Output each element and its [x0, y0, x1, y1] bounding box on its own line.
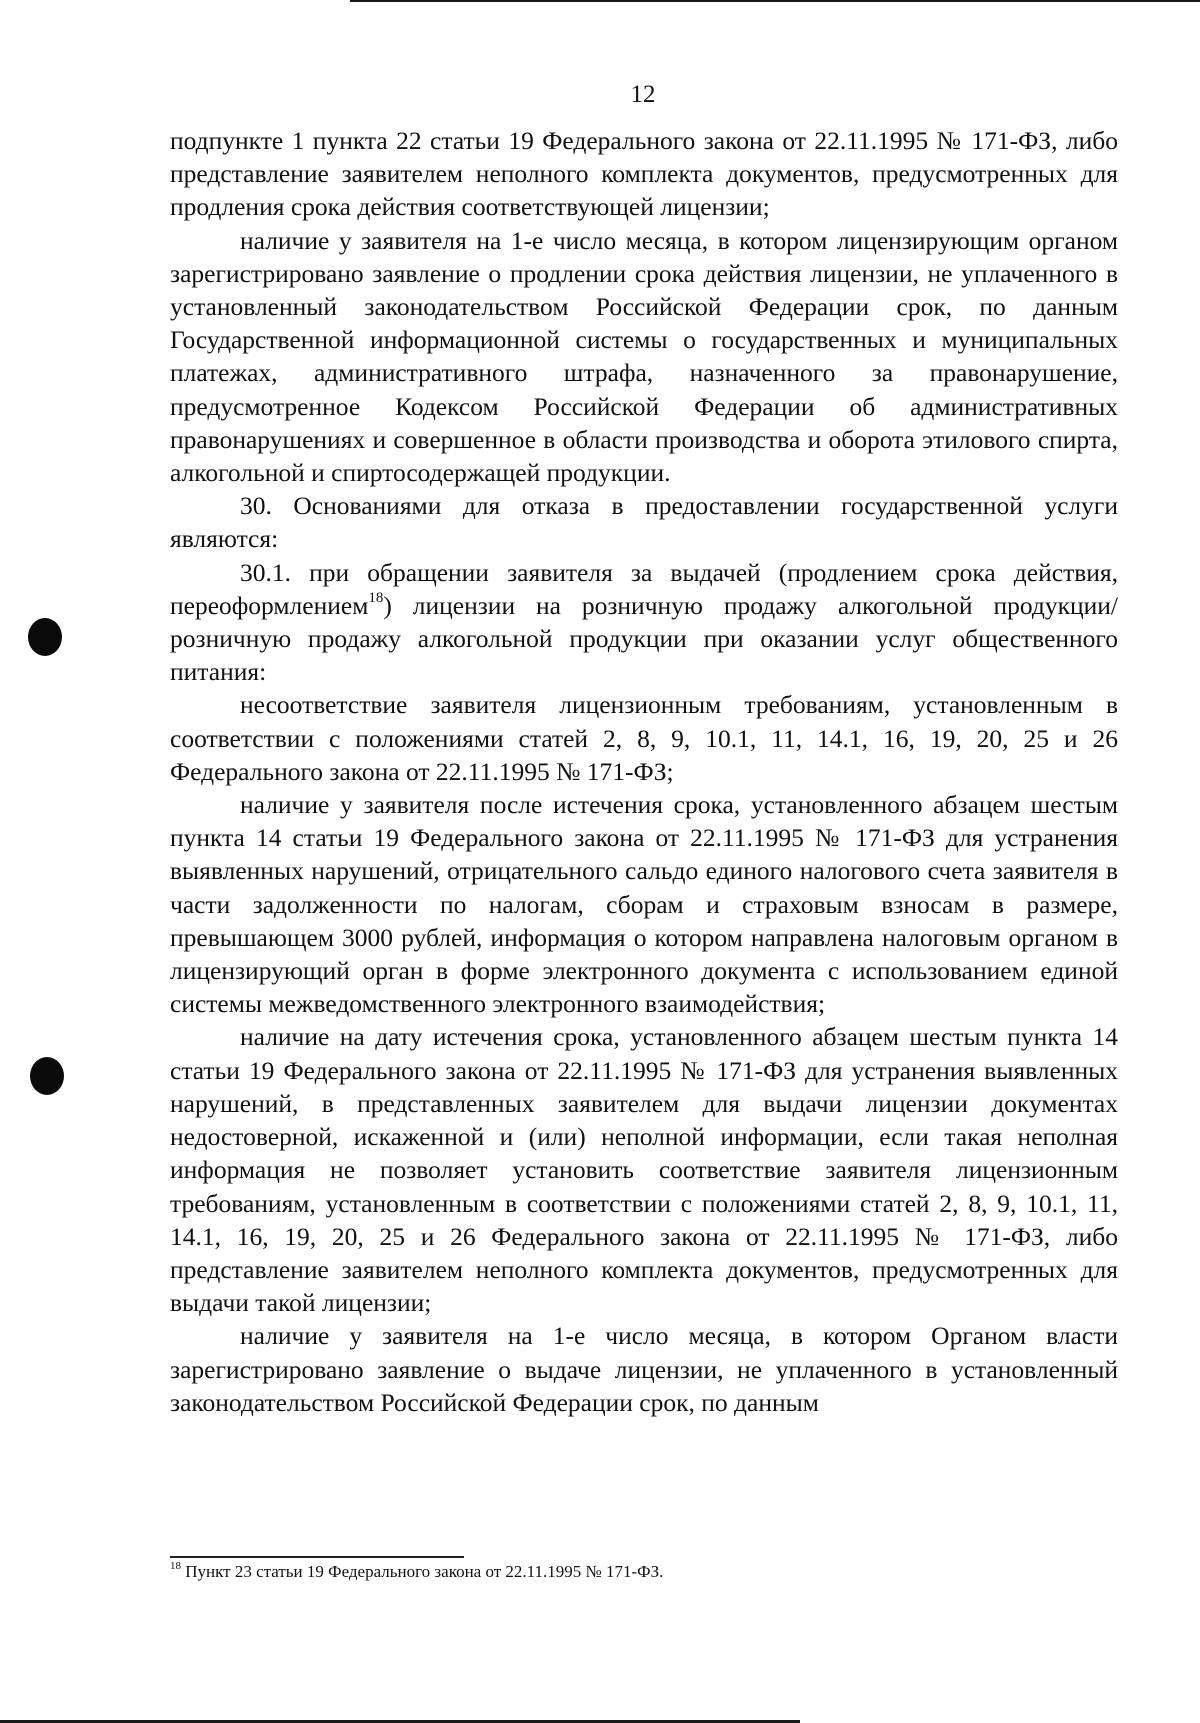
paragraph: 30. Основаниями для отказа в предоставлении государственной услуги являются: — [170, 491, 1118, 554]
scan-edge-top — [350, 0, 1200, 2]
paragraph: наличие на дату истечения срока, установленного абзацем шестым пункта 14 статьи 19 Федерального закона от 22.11.1995 № 171-ФЗ для устранения выявленных нарушений, в представленных заявителем для выдачи лицензии документах недостоверной, искаженной и (или) неполной информации, если такая неполная информация не позволяет установить соответствие заявителя лицензионным требованиям, установленным в соответствии с положениями статей 2, 8, 9, 10.1, 11, 14.1, 16, 19, 20, 25 и 26 Федерального закона от 22.11.1995 № 171-ФЗ, либо представление заявителем неполного комплекта документов, предусмотренных для выдачи такой лицензии; — [170, 1022, 1118, 1318]
punch-hole-mark — [30, 1057, 64, 1095]
paragraph: подпункте 1 пункта 22 статьи 19 Федерального закона от 22.11.1995 № 171-ФЗ, либо представление заявителем неполного комплекта документов, предусмотренных для продления срока действия соответствующей лицензии; — [170, 126, 1118, 222]
paragraph: наличие у заявителя на 1-е число месяца, в котором Органом власти зарегистрировано заявление о выдаче лицензии, не уплаченного в установленный законодательством Российской Федерации срок, по данным — [170, 1321, 1118, 1417]
page-number: 12 — [630, 81, 656, 108]
paragraph — [170, 556, 1118, 689]
paragraph: наличие у заявителя после истечения срока, установленного абзацем шестым пункта 14 статьи 19 Федерального закона от 22.11.1995 № 171-ФЗ для устранения выявленных нарушений, отрицательного сальдо единого налогового счета заявителя в части задолженности по налогам, сборам и страховым взносам в размере, превышающем 3000 рублей, информация о котором направлена налоговым органом в лицензирующий орган в форме электронного документа с использованием единой системы межведомственного электронного взаимодействия; — [170, 790, 1118, 1019]
paragraph-text: 30.1. при обращении заявителя за выдачей (продлением срока действия, переоформлением — [170, 557, 1118, 620]
paragraph-text: ) лицензии на розничную продажу алкогольной продукции/розничную продажу алкогольной продукции при оказании услуг общественного питания: — [170, 590, 1118, 687]
paragraph: несоответствие заявителя лицензионным требованиям, установленным в соответствии с положениями статей 2, 8, 9, 10.1, 11, 14.1, 16, 19, 20, 25 и 26 Федерального закона от 22.11.1995 № 171-ФЗ; — [170, 690, 1118, 786]
footnote-separator — [170, 1556, 464, 1558]
footnote-text: Пункт 23 статьи 19 Федерального закона от 22.11.1995 № 171-ФЗ. — [181, 1562, 664, 1581]
footnote-mark: 18 — [170, 1560, 181, 1573]
paragraph: наличие у заявителя на 1-е число месяца, в котором лицензирующим органом зарегистрировано заявление о продлении срока действия лицензии, не уплаченного в установленный законодательством Российской Федерации срок, по данным Государственной информационной системы о государственных и муниципальных платежах, административного штрафа, назначенного за правонарушение, предусмотренное Кодексом Российской Федерации об административных правонарушениях и совершенное в области производства и оборота этилового спирта, алкогольной и спиртосодержащей продукции. — [170, 225, 1118, 488]
footnote — [170, 1561, 1070, 1583]
footnote-reference: 18 — [368, 590, 384, 607]
document-body — [170, 124, 1118, 1419]
punch-hole-mark — [28, 618, 62, 656]
